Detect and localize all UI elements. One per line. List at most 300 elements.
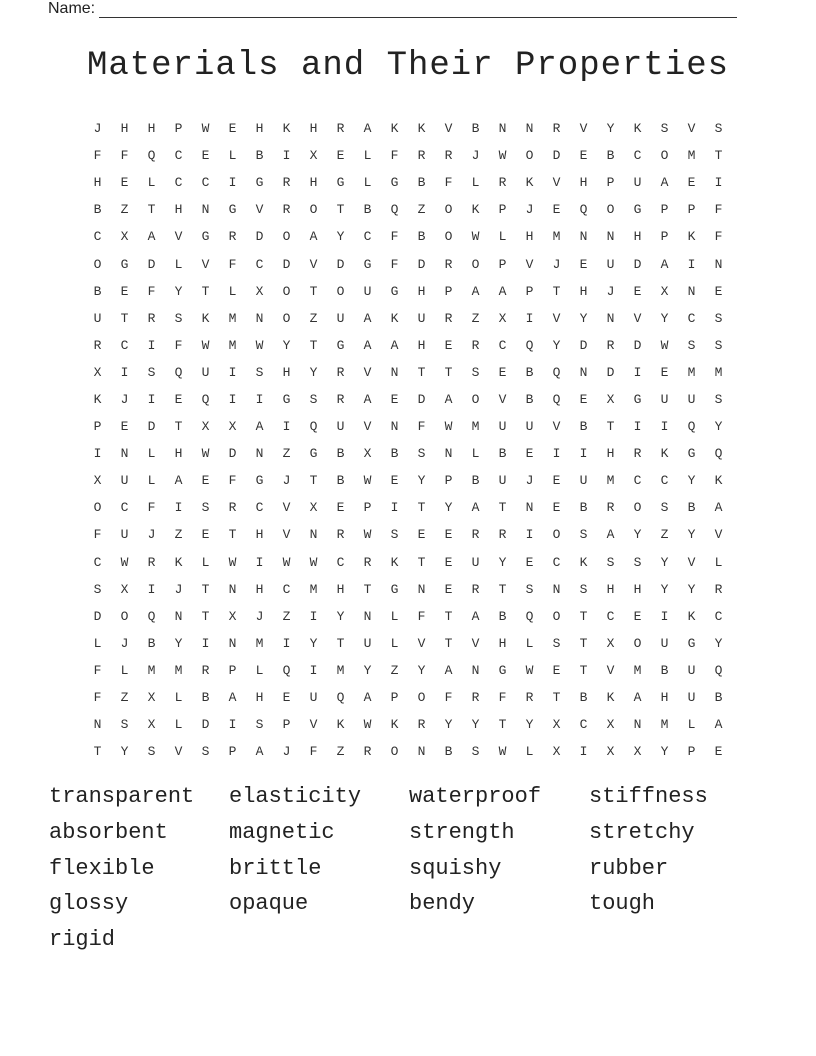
grid-letter: A — [660, 256, 669, 272]
grid-letter: H — [309, 121, 318, 137]
grid-letter: A — [363, 391, 372, 407]
grid-letter: U — [606, 256, 615, 272]
grid-letter: S — [714, 310, 723, 326]
grid-letter: Y — [579, 310, 588, 326]
grid-letter: X — [606, 717, 615, 733]
grid-letter: O — [282, 229, 291, 245]
grid-letter: R — [498, 175, 507, 191]
grid-letter: D — [417, 391, 426, 407]
grid-letter: V — [282, 527, 291, 543]
grid-letter: P — [498, 202, 507, 218]
grid-letter: M — [336, 662, 345, 678]
grid-letter: M — [309, 581, 318, 597]
grid-letter: X — [309, 500, 318, 516]
grid-letter: W — [498, 148, 507, 164]
grid-letter: V — [174, 744, 183, 760]
grid-letter: I — [282, 148, 291, 164]
grid-letter: C — [363, 229, 372, 245]
grid-letter: N — [525, 500, 534, 516]
grid-letter: A — [633, 690, 642, 706]
grid-letter: Q — [309, 419, 318, 435]
grid-letter: I — [201, 635, 210, 651]
grid-letter: D — [255, 229, 264, 245]
grid-letter: O — [120, 608, 129, 624]
grid-letter: V — [444, 121, 453, 137]
grid-letter: I — [282, 635, 291, 651]
word-bank-item: magnetic — [229, 819, 335, 845]
grid-letter: U — [120, 527, 129, 543]
grid-letter: N — [579, 229, 588, 245]
grid-letter: D — [147, 256, 156, 272]
grid-letter: S — [714, 121, 723, 137]
grid-letter: S — [201, 744, 210, 760]
grid-letter: O — [417, 690, 426, 706]
grid-letter: H — [309, 175, 318, 191]
grid-letter: B — [606, 148, 615, 164]
grid-letter: Y — [444, 500, 453, 516]
grid-letter: B — [687, 500, 696, 516]
grid-letter: M — [228, 310, 237, 326]
grid-letter: J — [471, 148, 480, 164]
grid-letter: T — [93, 744, 102, 760]
grid-letter: P — [660, 229, 669, 245]
word-bank-item: brittle — [229, 855, 322, 881]
grid-letter: N — [255, 446, 264, 462]
grid-letter: E — [120, 283, 129, 299]
grid-letter: H — [147, 121, 156, 137]
grid-letter: C — [93, 229, 102, 245]
grid-letter: L — [390, 635, 399, 651]
grid-letter: A — [471, 283, 480, 299]
grid-letter: E — [417, 527, 426, 543]
grid-letter: I — [120, 364, 129, 380]
grid-letter: O — [309, 202, 318, 218]
grid-letter: K — [714, 473, 723, 489]
grid-letter: B — [147, 635, 156, 651]
grid-letter: D — [552, 148, 561, 164]
grid-letter: G — [390, 581, 399, 597]
grid-letter: B — [255, 148, 264, 164]
grid-letter: R — [633, 446, 642, 462]
grid-letter: T — [579, 608, 588, 624]
grid-letter: D — [417, 256, 426, 272]
grid-letter: I — [660, 419, 669, 435]
grid-letter: N — [417, 581, 426, 597]
grid-letter: H — [525, 229, 534, 245]
grid-letter: N — [687, 283, 696, 299]
grid-letter: T — [444, 364, 453, 380]
grid-letter: A — [471, 608, 480, 624]
grid-letter: E — [579, 391, 588, 407]
grid-letter: L — [498, 229, 507, 245]
grid-letter: S — [579, 581, 588, 597]
grid-letter: K — [390, 554, 399, 570]
grid-letter: B — [525, 364, 534, 380]
grid-letter: M — [228, 337, 237, 353]
grid-letter: Y — [120, 744, 129, 760]
grid-letter: U — [660, 391, 669, 407]
grid-letter: B — [714, 690, 723, 706]
grid-letter: R — [336, 527, 345, 543]
grid-letter: R — [552, 121, 561, 137]
grid-letter: K — [336, 717, 345, 733]
grid-letter: N — [390, 364, 399, 380]
grid-letter: I — [525, 310, 534, 326]
grid-letter: B — [93, 202, 102, 218]
grid-letter: N — [417, 744, 426, 760]
grid-letter: C — [660, 473, 669, 489]
grid-letter: W — [471, 229, 480, 245]
grid-letter: R — [282, 175, 291, 191]
grid-letter: L — [525, 635, 534, 651]
grid-letter: J — [120, 635, 129, 651]
grid-letter: V — [174, 229, 183, 245]
grid-letter: F — [390, 256, 399, 272]
grid-letter: O — [93, 256, 102, 272]
grid-letter: A — [147, 229, 156, 245]
grid-letter: K — [633, 121, 642, 137]
grid-letter: Q — [552, 391, 561, 407]
grid-letter: W — [363, 527, 372, 543]
grid-letter: X — [120, 229, 129, 245]
grid-letter: R — [228, 229, 237, 245]
grid-letter: C — [633, 148, 642, 164]
grid-letter: V — [471, 635, 480, 651]
grid-letter: M — [687, 364, 696, 380]
grid-letter: L — [120, 662, 129, 678]
grid-letter: V — [363, 419, 372, 435]
grid-letter: A — [363, 310, 372, 326]
page-title: Materials and Their Properties — [86, 47, 730, 85]
grid-letter: J — [282, 473, 291, 489]
grid-letter: V — [255, 202, 264, 218]
grid-letter: Y — [687, 527, 696, 543]
grid-letter: V — [606, 662, 615, 678]
grid-letter: X — [93, 473, 102, 489]
grid-letter: K — [660, 446, 669, 462]
grid-letter: W — [282, 554, 291, 570]
grid-letter: K — [93, 391, 102, 407]
grid-letter: X — [120, 581, 129, 597]
grid-letter: R — [147, 310, 156, 326]
grid-letter: T — [309, 283, 318, 299]
grid-letter: C — [120, 500, 129, 516]
grid-letter: G — [201, 229, 210, 245]
grid-letter: S — [687, 337, 696, 353]
grid-letter: S — [201, 500, 210, 516]
grid-letter: L — [201, 554, 210, 570]
grid-letter: O — [633, 500, 642, 516]
grid-letter: T — [120, 310, 129, 326]
grid-letter: R — [471, 581, 480, 597]
grid-letter: H — [174, 446, 183, 462]
grid-letter: Y — [687, 473, 696, 489]
grid-letter: K — [201, 310, 210, 326]
grid-letter: C — [174, 148, 183, 164]
grid-letter: V — [498, 391, 507, 407]
grid-letter: K — [687, 608, 696, 624]
grid-letter: F — [93, 690, 102, 706]
grid-letter: H — [633, 581, 642, 597]
grid-letter: F — [390, 148, 399, 164]
grid-letter: Q — [525, 337, 534, 353]
word-bank-item: squishy — [409, 855, 502, 881]
grid-letter: G — [363, 256, 372, 272]
grid-letter: K — [687, 229, 696, 245]
grid-letter: X — [93, 364, 102, 380]
grid-letter: A — [309, 229, 318, 245]
grid-letter: B — [336, 446, 345, 462]
grid-letter: Y — [606, 121, 615, 137]
grid-letter: V — [525, 256, 534, 272]
grid-letter: X — [363, 446, 372, 462]
grid-letter: C — [201, 175, 210, 191]
grid-letter: J — [282, 744, 291, 760]
grid-letter: J — [525, 473, 534, 489]
grid-letter: P — [174, 121, 183, 137]
grid-letter: D — [201, 717, 210, 733]
grid-letter: T — [201, 581, 210, 597]
grid-letter: T — [336, 635, 345, 651]
grid-letter: B — [201, 690, 210, 706]
grid-letter: J — [606, 283, 615, 299]
grid-letter: E — [174, 391, 183, 407]
grid-letter: V — [282, 500, 291, 516]
grid-letter: R — [282, 202, 291, 218]
grid-letter: Y — [660, 310, 669, 326]
grid-letter: B — [579, 419, 588, 435]
grid-letter: K — [606, 690, 615, 706]
grid-letter: L — [390, 608, 399, 624]
grid-letter: O — [633, 635, 642, 651]
grid-letter: U — [633, 175, 642, 191]
word-bank-item: rubber — [589, 855, 669, 881]
grid-letter: E — [687, 175, 696, 191]
grid-letter: H — [255, 581, 264, 597]
grid-letter: W — [525, 662, 534, 678]
grid-letter: A — [660, 175, 669, 191]
grid-letter: N — [390, 419, 399, 435]
grid-letter: N — [633, 717, 642, 733]
grid-letter: X — [309, 148, 318, 164]
grid-letter: F — [714, 202, 723, 218]
grid-letter: Y — [309, 635, 318, 651]
word-bank-item: waterproof — [409, 784, 542, 809]
grid-letter: X — [552, 717, 561, 733]
grid-letter: B — [363, 202, 372, 218]
grid-letter: W — [201, 446, 210, 462]
grid-letter: I — [255, 554, 264, 570]
word-bank-item: bendy — [409, 891, 476, 917]
grid-letter: T — [201, 283, 210, 299]
grid-letter: I — [633, 419, 642, 435]
grid-letter: E — [444, 554, 453, 570]
grid-letter: B — [336, 473, 345, 489]
grid-letter: S — [147, 744, 156, 760]
grid-letter: W — [201, 121, 210, 137]
grid-letter: B — [660, 662, 669, 678]
grid-letter: Z — [120, 202, 129, 218]
grid-letter: L — [228, 283, 237, 299]
grid-letter: Z — [471, 310, 480, 326]
grid-letter: O — [93, 500, 102, 516]
grid-letter: Y — [714, 635, 723, 651]
grid-letter: N — [201, 202, 210, 218]
grid-letter: B — [444, 744, 453, 760]
grid-letter: S — [471, 364, 480, 380]
grid-letter: E — [120, 419, 129, 435]
grid-letter: F — [228, 256, 237, 272]
grid-letter: B — [471, 473, 480, 489]
grid-letter: T — [552, 283, 561, 299]
grid-letter: C — [579, 717, 588, 733]
grid-letter: S — [471, 744, 480, 760]
grid-letter: D — [336, 256, 345, 272]
grid-letter: X — [228, 608, 237, 624]
word-search-grid — [84, 115, 732, 765]
grid-letter: F — [174, 337, 183, 353]
grid-letter: I — [255, 391, 264, 407]
grid-letter: W — [309, 554, 318, 570]
grid-letter: Z — [282, 446, 291, 462]
grid-letter: B — [579, 690, 588, 706]
grid-letter: U — [363, 635, 372, 651]
grid-letter: W — [363, 717, 372, 733]
grid-letter: N — [579, 364, 588, 380]
grid-letter: R — [93, 337, 102, 353]
grid-letter: Y — [498, 554, 507, 570]
grid-letter: X — [552, 744, 561, 760]
grid-letter: P — [93, 419, 102, 435]
grid-letter: S — [660, 500, 669, 516]
grid-letter: I — [147, 391, 156, 407]
grid-letter: N — [228, 635, 237, 651]
grid-letter: Z — [660, 527, 669, 543]
grid-letter: Q — [579, 202, 588, 218]
grid-letter: G — [498, 662, 507, 678]
grid-letter: S — [255, 717, 264, 733]
grid-letter: U — [201, 364, 210, 380]
grid-letter: I — [390, 500, 399, 516]
grid-letter: L — [714, 554, 723, 570]
grid-letter: O — [390, 744, 399, 760]
grid-letter: A — [255, 744, 264, 760]
grid-letter: H — [579, 283, 588, 299]
grid-letter: F — [714, 229, 723, 245]
grid-letter: U — [687, 662, 696, 678]
grid-letter: C — [93, 554, 102, 570]
grid-letter: F — [228, 473, 237, 489]
grid-letter: L — [93, 635, 102, 651]
grid-letter: C — [282, 581, 291, 597]
grid-letter: O — [444, 202, 453, 218]
name-underline — [99, 3, 737, 18]
grid-letter: W — [660, 337, 669, 353]
grid-letter: T — [498, 717, 507, 733]
grid-letter: N — [444, 446, 453, 462]
grid-letter: U — [498, 419, 507, 435]
grid-letter: U — [309, 690, 318, 706]
grid-letter: F — [93, 527, 102, 543]
grid-letter: E — [336, 500, 345, 516]
grid-letter: U — [471, 554, 480, 570]
grid-letter: A — [606, 527, 615, 543]
grid-letter: E — [201, 527, 210, 543]
grid-letter: G — [633, 202, 642, 218]
grid-letter: X — [633, 744, 642, 760]
grid-letter: H — [255, 690, 264, 706]
grid-letter: O — [471, 256, 480, 272]
grid-letter: E — [660, 364, 669, 380]
grid-letter: O — [336, 283, 345, 299]
grid-letter: O — [552, 527, 561, 543]
grid-letter: Y — [525, 717, 534, 733]
grid-letter: S — [714, 391, 723, 407]
grid-letter: T — [498, 500, 507, 516]
grid-letter: R — [336, 121, 345, 137]
grid-letter: D — [282, 256, 291, 272]
grid-letter: J — [525, 202, 534, 218]
word-bank-item: glossy — [49, 891, 129, 917]
grid-letter: M — [174, 662, 183, 678]
grid-letter: T — [444, 635, 453, 651]
grid-letter: Y — [417, 662, 426, 678]
grid-letter: E — [552, 473, 561, 489]
grid-letter: J — [93, 121, 102, 137]
grid-letter: B — [579, 500, 588, 516]
grid-letter: I — [228, 717, 237, 733]
grid-letter: T — [147, 202, 156, 218]
grid-letter: T — [579, 662, 588, 678]
grid-letter: T — [579, 635, 588, 651]
grid-letter: H — [255, 121, 264, 137]
grid-letter: D — [93, 608, 102, 624]
grid-letter: I — [228, 175, 237, 191]
word-bank-item: elasticity — [229, 784, 362, 809]
grid-letter: G — [336, 175, 345, 191]
grid-letter: V — [687, 121, 696, 137]
grid-letter: L — [525, 744, 534, 760]
grid-letter: T — [309, 473, 318, 489]
grid-letter: R — [228, 500, 237, 516]
grid-letter: R — [417, 717, 426, 733]
grid-letter: C — [174, 175, 183, 191]
grid-letter: M — [255, 635, 264, 651]
grid-letter: Z — [417, 202, 426, 218]
grid-letter: O — [606, 202, 615, 218]
grid-letter: H — [120, 121, 129, 137]
grid-letter: Z — [390, 662, 399, 678]
grid-letter: L — [363, 148, 372, 164]
grid-letter: Z — [309, 310, 318, 326]
grid-letter: C — [255, 500, 264, 516]
grid-letter: R — [471, 337, 480, 353]
grid-letter: T — [498, 581, 507, 597]
grid-letter: Y — [282, 337, 291, 353]
grid-letter: S — [552, 635, 561, 651]
grid-letter: S — [390, 527, 399, 543]
grid-letter: E — [444, 527, 453, 543]
word-bank-item: opaque — [229, 891, 309, 917]
grid-letter: H — [255, 527, 264, 543]
grid-letter: Q — [174, 364, 183, 380]
grid-letter: V — [309, 717, 318, 733]
grid-letter: E — [390, 391, 399, 407]
grid-letter: W — [498, 744, 507, 760]
grid-letter: P — [282, 717, 291, 733]
grid-letter: L — [471, 175, 480, 191]
grid-letter: Y — [687, 581, 696, 597]
